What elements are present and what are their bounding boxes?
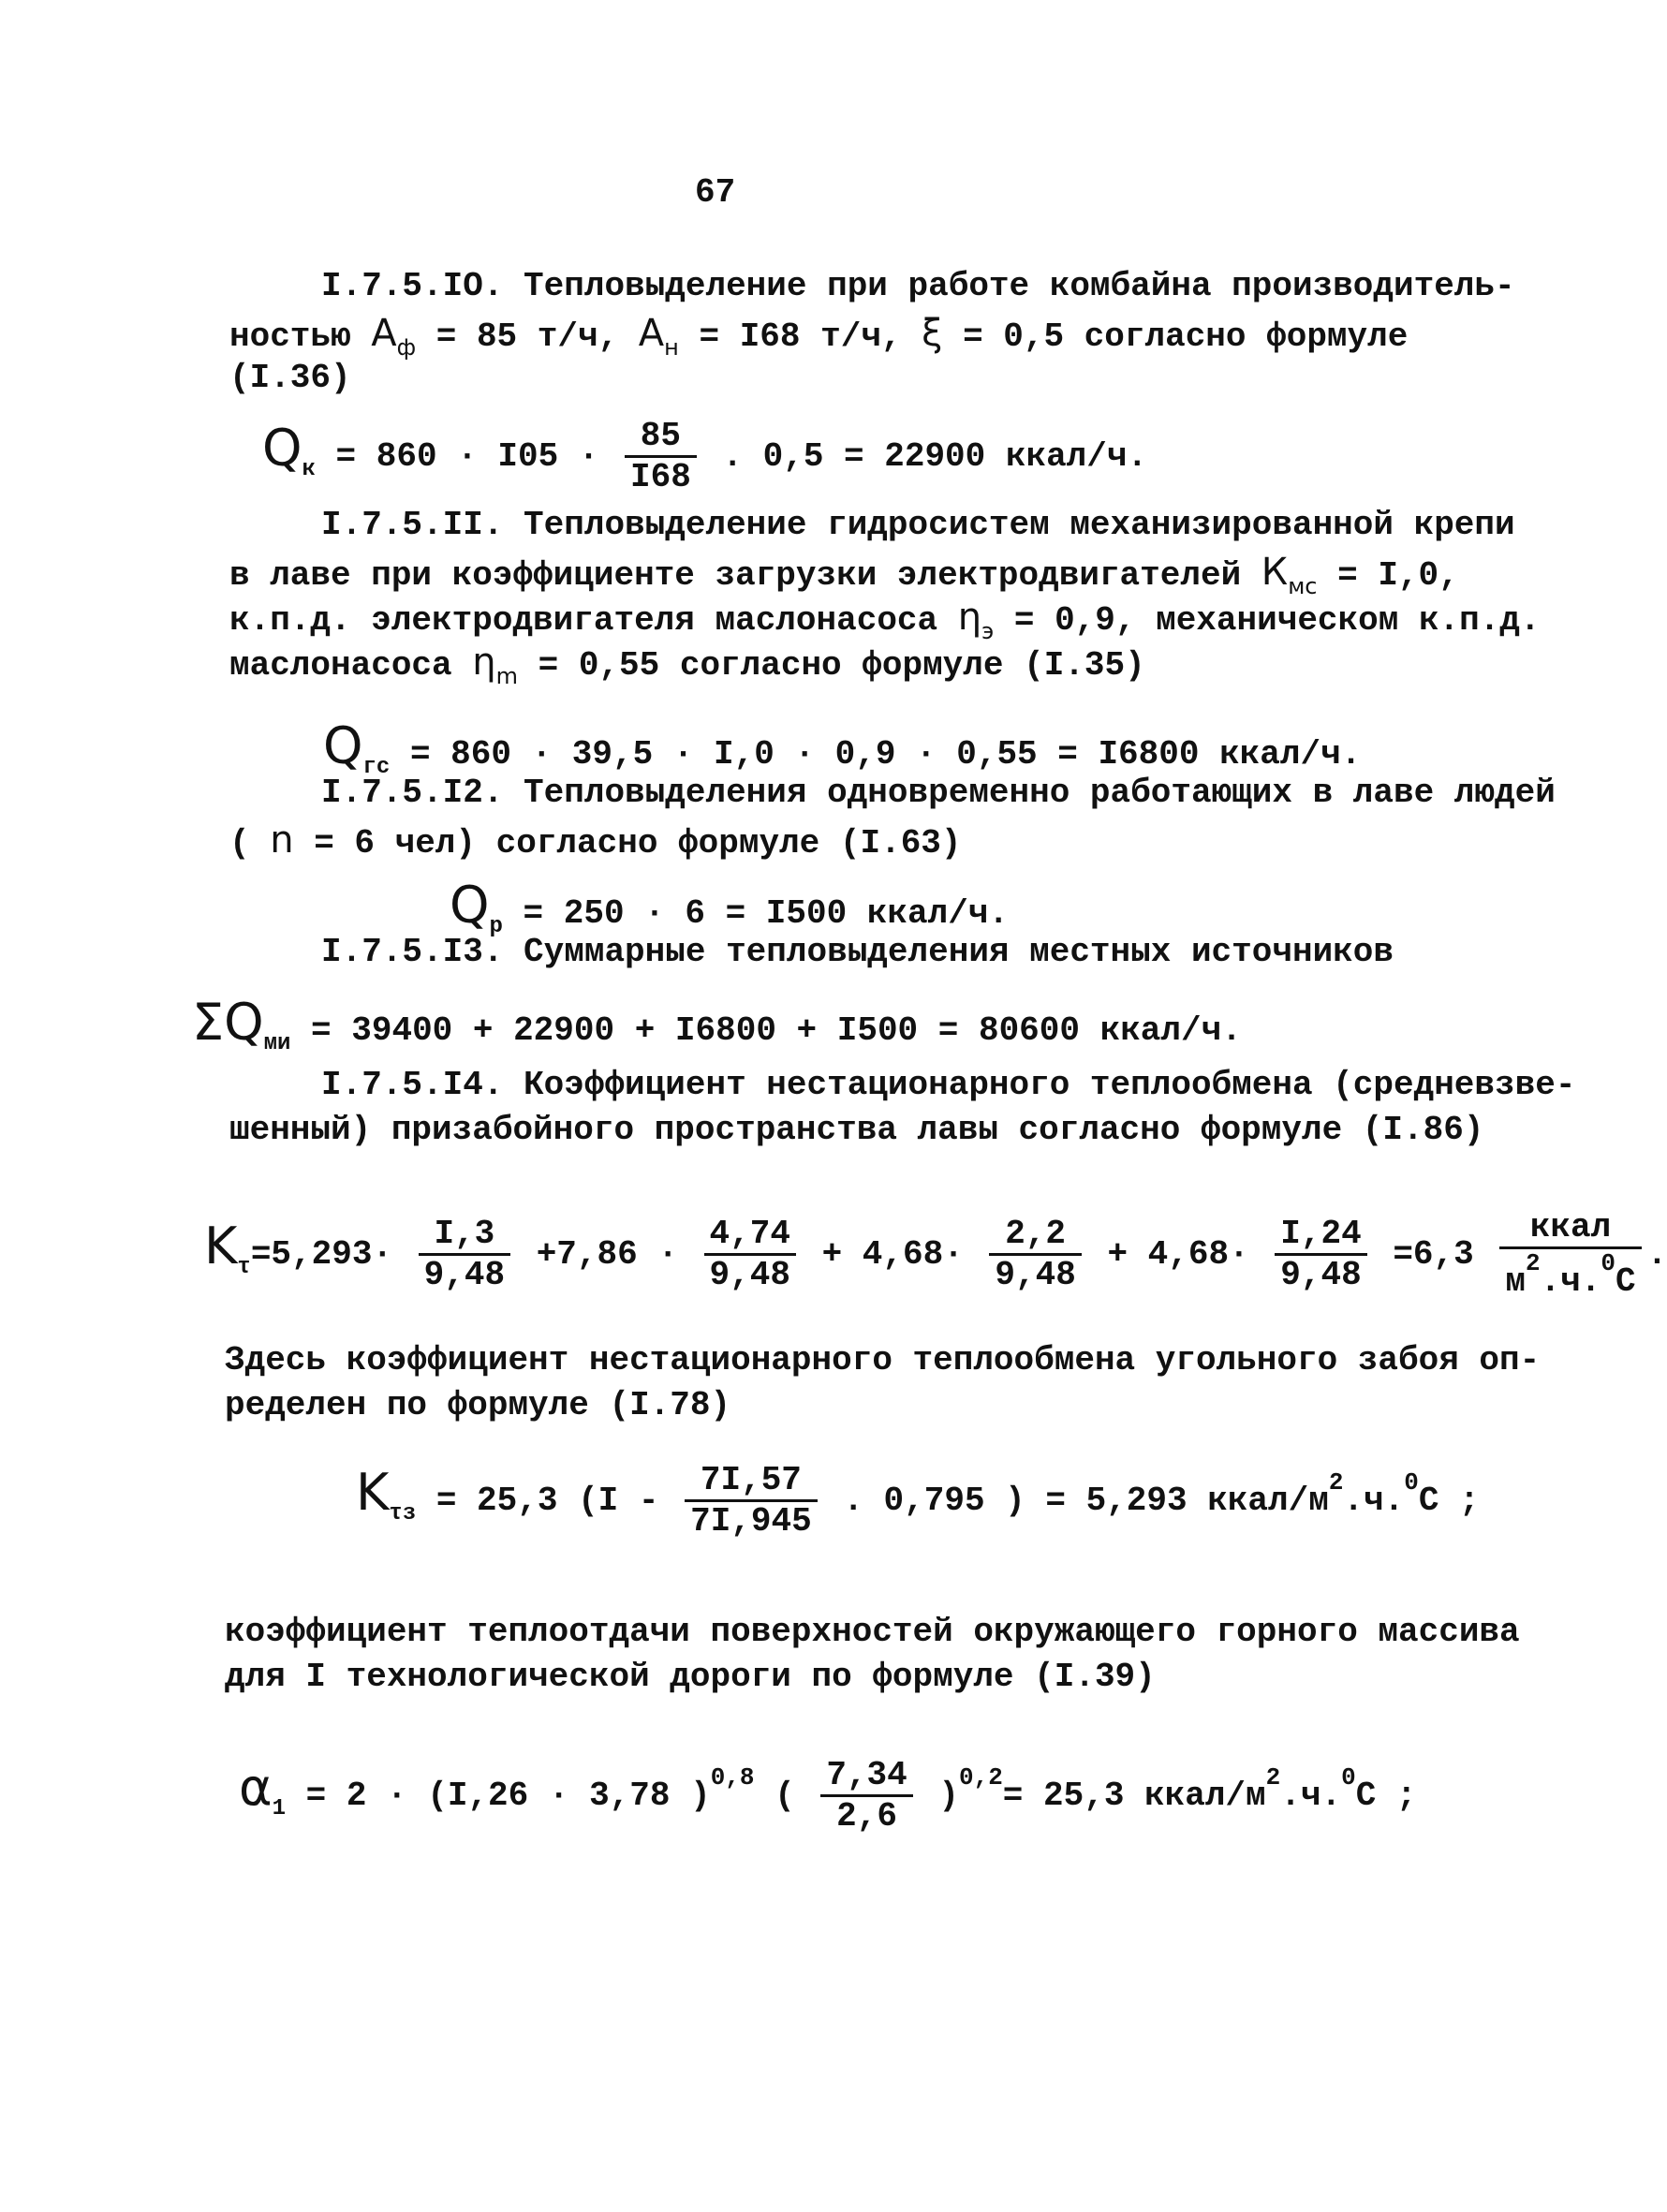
fraction: [1275, 1215, 1366, 1294]
subscript: τз: [389, 1501, 417, 1527]
text: = I,0,: [1337, 556, 1459, 595]
numerator: 85: [625, 417, 697, 458]
text: маслонасоса: [229, 646, 452, 685]
superscript: 0: [1404, 1468, 1419, 1497]
symbol-q: Q: [262, 419, 302, 479]
formula-text: = 860 · 39,5 · I,0 · 0,9 · 0,55 = I6800 ккал/ч.: [409, 735, 1362, 774]
symbol-n: n: [270, 818, 294, 862]
denominator: I68: [630, 458, 691, 496]
symbol-xi: ξ: [922, 312, 943, 355]
denominator: 7I,945: [690, 1502, 812, 1541]
fraction: [820, 1756, 912, 1836]
section-15-line-1: Здесь коэффициент нестационарного теплообмена угольного забоя оп-: [225, 1341, 1541, 1379]
section-12-line-2: [229, 818, 962, 863]
numerator: 7I,57: [685, 1461, 818, 1502]
section-16-line-1: коэффициент теплоотдачи поверхностей окружающего горного массива: [225, 1613, 1520, 1651]
symbol-q: Q: [450, 876, 490, 935]
formula-text: .ч.: [1280, 1777, 1342, 1816]
term-coef: +7,86 ·: [536, 1235, 678, 1275]
formula-alpha: [239, 1756, 1417, 1836]
page-number: 67: [695, 173, 736, 212]
symbol-k: K: [356, 1463, 390, 1523]
formula-text: = 39400 + 22900 + I6800 + I500 = 80600 ккал/ч.: [311, 1011, 1242, 1050]
formula-text: . 0,5 = 22900 ккал/ч.: [722, 437, 1148, 477]
subscript: τ: [237, 1255, 251, 1281]
denominator: 9,48: [709, 1256, 790, 1294]
fraction: [704, 1215, 796, 1294]
symbol-q: Q: [323, 716, 363, 775]
symbol-eta-m: $\eta_m$: [472, 641, 518, 689]
formula-text: = 860 · I05 ·: [335, 437, 599, 477]
formula-text: C ;: [1355, 1777, 1417, 1816]
section-11-line-2: [229, 551, 1459, 599]
text: = 6 чел) согласно формуле (I.63): [314, 824, 962, 863]
formula-qk: [262, 417, 1147, 496]
formula-text: . 0,795 ) = 5,293 ккал/м: [843, 1482, 1329, 1521]
symbol-k-mc: $К_{мс}$: [1261, 551, 1318, 599]
section-10-line-2: [229, 312, 1408, 361]
section-11-line-4: [229, 641, 1145, 689]
section-14-line-2: шенный) призабойного пространства лавы согласно формуле (I.86): [229, 1111, 1484, 1149]
section-11-line-1: I.7.5.II. Тепловыделение гидросистем механизированной крепи: [321, 506, 1515, 544]
result: =6,3: [1393, 1235, 1474, 1275]
formula-text: = 25,3 ккал/м: [1002, 1777, 1266, 1816]
term-coef: + 4,68·: [1107, 1235, 1249, 1275]
numerator: 2,2: [989, 1215, 1081, 1256]
formula-k-tau-z: [356, 1461, 1480, 1541]
denominator: 9,48: [995, 1256, 1076, 1294]
text: = I68 т/ч,: [699, 317, 902, 356]
formula-text: = 2 · (I,26 · 3,78 ): [305, 1777, 711, 1816]
section-12-line-1: I.7.5.I2. Тепловыделения одновременно работающих в лаве людей: [321, 774, 1556, 812]
superscript: 2: [1265, 1763, 1281, 1792]
unit-denominator: $м^2.ч.^0C$: [1505, 1249, 1636, 1301]
section-14-line-1: I.7.5.I4. Коэффициент нестационарного теплообмена (средневзве-: [321, 1066, 1576, 1104]
text: = 0,9, механическом к.п.д.: [1013, 601, 1541, 640]
symbol-a-n: $А_н$: [638, 312, 679, 361]
formula-qp: [450, 876, 1009, 939]
symbol-a-f: $А_ф$: [371, 312, 417, 361]
superscript: 2: [1328, 1468, 1344, 1497]
superscript: 0: [1341, 1763, 1356, 1792]
text: к.п.д. электродвигателя маслонасоса: [229, 601, 938, 640]
section-15-line-2: ределен по формуле (I.78): [225, 1386, 731, 1424]
unit-numerator: ккал: [1499, 1208, 1641, 1249]
fraction: [989, 1215, 1081, 1294]
formula-text: = 250 · 6 = I500 ккал/ч.: [523, 894, 1010, 933]
section-10-line-3: (I.36): [229, 359, 351, 397]
fraction: [685, 1461, 818, 1541]
subscript: гс: [362, 755, 391, 780]
subscript: 1: [272, 1796, 287, 1822]
exponent: 0,2: [958, 1763, 1003, 1792]
formula-sum-q: [192, 993, 1242, 1056]
numerator: I,3: [419, 1215, 510, 1256]
symbol-sum-q: ΣQ: [192, 993, 264, 1052]
formula-text: = 25,3 (I -: [435, 1482, 659, 1521]
section-10-line-1: I.7.5.IO. Тепловыделение при работе комбайна производитель-: [321, 267, 1515, 305]
section-13-line-1: I.7.5.I3. Суммарные тепловыделения местных источников: [321, 933, 1394, 971]
denominator: 9,48: [1280, 1256, 1362, 1294]
section-11-line-3: [229, 596, 1541, 644]
text: = 0,55 согласно формуле (I.35): [538, 646, 1145, 685]
subscript: ми: [263, 1031, 291, 1056]
formula-text: C ;: [1418, 1482, 1480, 1521]
text: ностью: [229, 317, 351, 356]
end-dot: .: [1646, 1235, 1667, 1275]
denominator: 9,48: [423, 1256, 506, 1294]
text: (: [229, 824, 250, 863]
formula-qgc: [323, 716, 1361, 780]
subscript: р: [489, 914, 503, 939]
term-coef: =5,293·: [250, 1235, 393, 1275]
denominator: 2,6: [836, 1797, 897, 1836]
fraction: [625, 417, 697, 496]
unit-fraction: [1499, 1208, 1641, 1301]
text: в лаве при коэффициенте загрузки электродвигателей: [229, 556, 1242, 595]
symbol-alpha: α: [239, 1758, 273, 1818]
formula-text: .ч.: [1343, 1482, 1405, 1521]
symbol-k: K: [204, 1217, 238, 1276]
numerator: 4,74: [704, 1215, 796, 1256]
numerator: 7,34: [820, 1756, 912, 1797]
paren: (: [774, 1777, 795, 1816]
numerator: I,24: [1275, 1215, 1366, 1256]
symbol-eta-e: $\eta_э$: [957, 596, 995, 644]
section-16-line-2: для I технологической дороги по формуле (I.39): [225, 1658, 1156, 1696]
fraction: [419, 1215, 510, 1294]
text: = 0,5 согласно формуле: [963, 317, 1409, 356]
paren: ): [938, 1777, 959, 1816]
text: = 85 т/ч,: [435, 317, 619, 356]
subscript: к: [302, 457, 316, 483]
term-coef: + 4,68·: [821, 1235, 964, 1275]
formula-k-tau: [204, 1208, 1667, 1301]
exponent: 0,8: [710, 1763, 755, 1792]
